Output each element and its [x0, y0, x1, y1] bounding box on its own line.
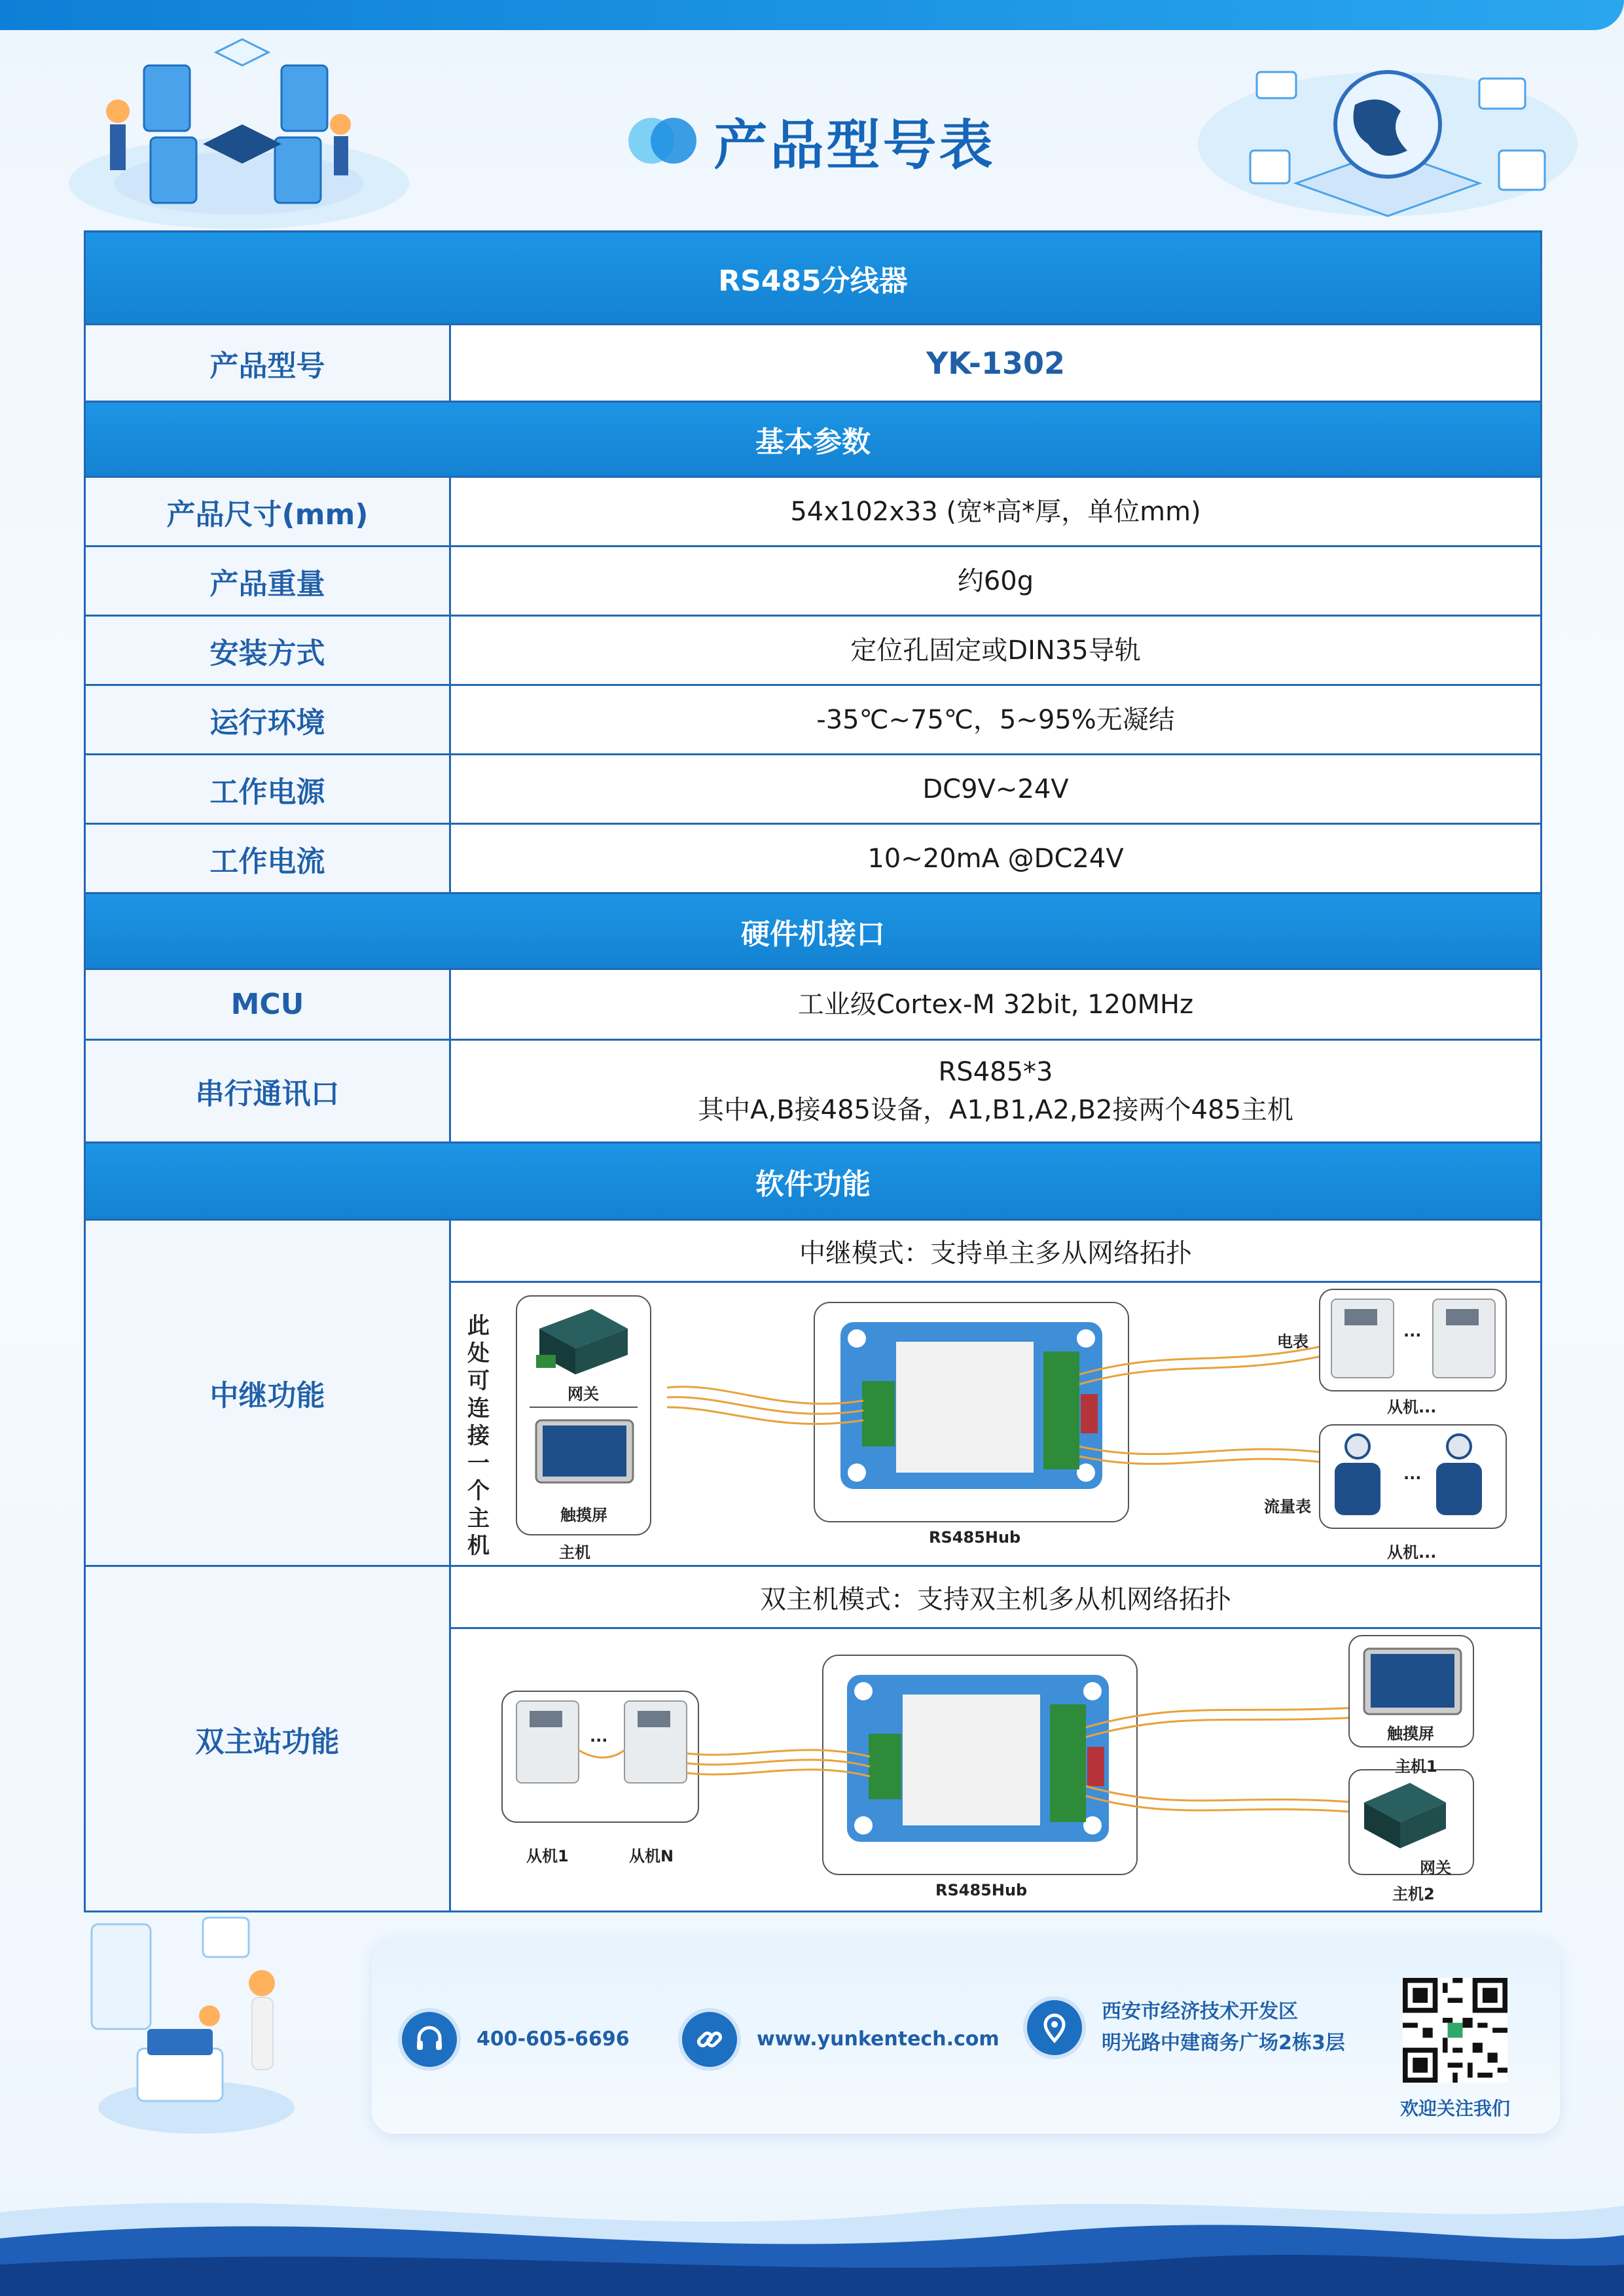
row-label: 串行通讯口	[85, 1040, 450, 1143]
table-row	[85, 547, 1542, 616]
section-hardware: 硬件机接口	[85, 893, 1542, 969]
host1-label: 主机1	[1395, 1757, 1437, 1776]
row-value: DC9V~24V	[450, 755, 1542, 824]
touchscreen-label: 触摸屏	[560, 1506, 607, 1524]
relay-side-text: 此处可连接一个主机	[467, 1313, 490, 1559]
table-row	[85, 969, 1542, 1040]
host-label: 主机	[559, 1543, 590, 1562]
row-value-line: RS485*3	[938, 1057, 1053, 1087]
table-row	[85, 477, 1542, 547]
touchscreen-label: 触摸屏	[1387, 1725, 1434, 1743]
gateway-label: 网关	[1420, 1859, 1451, 1877]
row-label: 安装方式	[85, 616, 450, 685]
relay-mode-title: 中继模式：支持单主多从网络拓扑	[450, 1220, 1542, 1282]
dual-master-diagram-graphics	[451, 1629, 1540, 1910]
row-label: 运行环境	[85, 685, 450, 755]
ellipsis-label: ...	[590, 1727, 608, 1746]
row-value: 54x102x33 (宽*高*厚，单位mm)	[450, 477, 1542, 547]
slave-label-a: 从机...	[1387, 1398, 1437, 1416]
slave-label-b: 从机...	[1387, 1543, 1437, 1562]
table-row	[85, 1040, 1542, 1143]
dual-master-diagram	[450, 1628, 1542, 1912]
row-label: 产品重量	[85, 547, 450, 616]
phone-contact	[398, 2008, 630, 2071]
phone-number: 400-605-6696	[477, 2028, 630, 2051]
slaveN-label: 从机N	[629, 1847, 674, 1865]
bottom-wave-decoration	[0, 2173, 1624, 2296]
address-line: 明光路中建商务广场2栋3层	[1102, 2032, 1345, 2054]
top-accent-bar	[0, 0, 1624, 30]
row-label: 工作电源	[85, 755, 450, 824]
qr-code-caption: 欢迎关注我们	[1399, 2098, 1510, 2119]
table-row	[85, 616, 1542, 685]
gateway-label: 网关	[568, 1385, 599, 1403]
headset-icon	[398, 2008, 461, 2071]
globe-illustration	[1191, 52, 1584, 236]
flowmeter-label: 流量表	[1264, 1498, 1311, 1516]
hub-label: RS485Hub	[935, 1881, 1028, 1899]
touchscreen-device-icon	[1364, 1649, 1461, 1714]
model-value: YK-1302	[450, 325, 1542, 402]
table-row	[85, 685, 1542, 755]
ellipsis-label: ...	[1403, 1322, 1422, 1340]
link-icon	[678, 2008, 741, 2071]
row-value-line: 其中A,B接485设备，A1,B1,A2,B2接两个485主机	[698, 1095, 1293, 1125]
row-value: 工业级Cortex-M 32bit, 120MHz	[450, 969, 1542, 1040]
meter-label: 电表	[1277, 1333, 1308, 1351]
relay-diagram-graphics	[451, 1283, 1540, 1565]
website-contact[interactable]	[678, 2008, 1000, 2071]
slave1-label: 从机1	[526, 1847, 569, 1865]
model-label: 产品型号	[85, 325, 450, 402]
row-value: -35℃~75℃，5~95%无凝结	[450, 685, 1542, 755]
row-label: 产品尺寸(mm)	[85, 477, 450, 547]
address-line: 西安市经济技术开发区	[1102, 2000, 1298, 2023]
workspace-illustration	[85, 1911, 308, 2147]
rs485-hub-device-icon	[847, 1675, 1109, 1842]
page-title: 产品型号表	[713, 114, 996, 177]
contact-card	[372, 1937, 1560, 2134]
dual-master-label: 双主站功能	[85, 1566, 450, 1912]
spec-table	[84, 230, 1542, 1912]
row-label: MCU	[85, 969, 450, 1040]
address-contact	[1023, 1996, 1345, 2059]
dual-master-mode-title: 双主机模式：支持双主机多从机网络拓扑	[450, 1566, 1542, 1628]
row-label: 工作电流	[85, 824, 450, 893]
location-pin-icon	[1023, 1996, 1086, 2059]
qr-code-icon[interactable]	[1403, 1978, 1507, 2083]
section-basic: 基本参数	[85, 402, 1542, 477]
rs485-hub-device-icon	[840, 1322, 1102, 1489]
address	[1102, 1996, 1345, 2059]
touchscreen-device-icon	[536, 1420, 633, 1482]
hub-label: RS485Hub	[929, 1528, 1021, 1547]
host2-label: 主机2	[1392, 1885, 1435, 1903]
product-name-header: RS485分线器	[85, 232, 1542, 325]
relay-function-label: 中继功能	[85, 1220, 450, 1566]
row-value: 定位孔固定或DIN35导轨	[450, 616, 1542, 685]
website-link[interactable]: www.yunkentech.com	[757, 2028, 1000, 2051]
row-value: 约60g	[450, 547, 1542, 616]
row-value	[450, 1040, 1542, 1143]
title-bullet-icon	[628, 118, 694, 164]
ellipsis-label: ...	[1403, 1465, 1422, 1483]
relay-diagram	[450, 1282, 1542, 1566]
table-row	[85, 824, 1542, 893]
row-value: 10~20mA @DC24V	[450, 824, 1542, 893]
section-software: 软件功能	[85, 1143, 1542, 1220]
table-row	[85, 755, 1542, 824]
